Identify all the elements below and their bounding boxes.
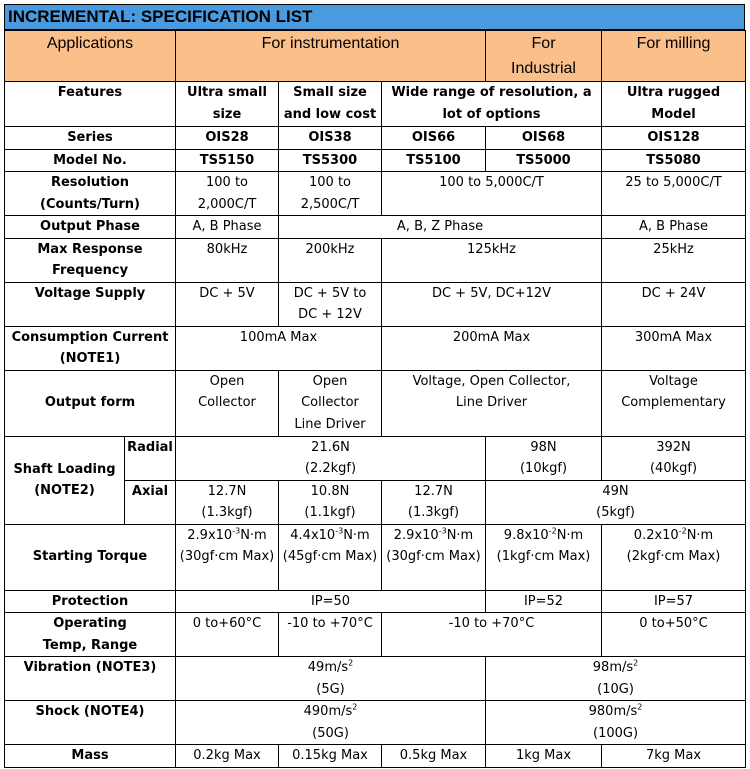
series-cell: OIS66 bbox=[382, 127, 486, 150]
resolution-col2: 100 to 2,500C/T bbox=[279, 172, 382, 216]
header-instrumentation: For instrumentation bbox=[176, 31, 486, 82]
header-row bbox=[5, 31, 746, 82]
torque-col4: $9.8x10^{-2}N\cdot m$ (1kgf·cm Max) bbox=[486, 524, 602, 590]
features-col5: Ultra rugged Model bbox=[602, 82, 746, 127]
output-phase-col5: A, B Phase bbox=[602, 216, 746, 239]
label-output-phase: Output Phase bbox=[5, 216, 176, 239]
axial-col3: 12.7N (1.3kgf) bbox=[382, 480, 486, 524]
row-shock bbox=[5, 701, 746, 745]
consumption-col5: 300mA Max bbox=[602, 326, 746, 370]
mass-cell: 0.15kg Max bbox=[279, 745, 382, 768]
voltage-col5: DC + 24V bbox=[602, 282, 746, 326]
temp-col3: -10 to +70°C bbox=[382, 613, 602, 657]
row-mass bbox=[5, 745, 746, 768]
mass-cell: 0.5kg Max bbox=[382, 745, 486, 768]
radial-col5: 392N (40kgf) bbox=[602, 436, 746, 480]
model-cell: TS5000 bbox=[486, 149, 602, 172]
voltage-col1: DC + 5V bbox=[176, 282, 279, 326]
features-col2: Small size and low cost bbox=[279, 82, 382, 127]
series-cell: OIS68 bbox=[486, 127, 602, 150]
resolution-col5: 25 to 5,000C/T bbox=[602, 172, 746, 216]
voltage-col3: DC + 5V, DC+12V bbox=[382, 282, 602, 326]
torque-col3: $2.9x10^{-3}N\cdot m$ (30gf·cm Max) bbox=[382, 524, 486, 590]
features-col3: Wide range of resolution, a lot of options bbox=[382, 82, 602, 127]
temp-col2: -10 to +70°C bbox=[279, 613, 382, 657]
features-col1: Ultra small size bbox=[176, 82, 279, 127]
row-vibration bbox=[5, 657, 746, 701]
max-response-col5: 25kHz bbox=[602, 238, 746, 282]
row-consumption bbox=[5, 326, 746, 370]
consumption-col1: 100mA Max bbox=[176, 326, 382, 370]
temp-col5: 0 to+50°C bbox=[602, 613, 746, 657]
axial-col4: 49N (5kgf) bbox=[486, 480, 746, 524]
label-voltage: Voltage Supply bbox=[5, 282, 176, 326]
voltage-col2: DC + 5V to DC + 12V bbox=[279, 282, 382, 326]
header-milling: For milling bbox=[602, 31, 746, 82]
series-cell: OIS28 bbox=[176, 127, 279, 150]
sheet-title: INCREMENTAL: SPECIFICATION LIST bbox=[4, 4, 745, 30]
label-max-response: Max Response Frequency bbox=[5, 238, 176, 282]
output-phase-col2: A, B, Z Phase bbox=[279, 216, 602, 239]
row-output-form bbox=[5, 370, 746, 436]
row-resolution bbox=[5, 172, 746, 216]
label-radial: Radial bbox=[125, 436, 176, 480]
protection-col4: IP=52 bbox=[486, 590, 602, 613]
mass-cell: 0.2kg Max bbox=[176, 745, 279, 768]
radial-col4: 98N (10kgf) bbox=[486, 436, 602, 480]
label-axial: Axial bbox=[125, 480, 176, 524]
series-cell: OIS128 bbox=[602, 127, 746, 150]
temp-col1: 0 to+60°C bbox=[176, 613, 279, 657]
label-torque: Starting Torque bbox=[5, 524, 176, 590]
label-shaft-loading: Shaft Loading (NOTE2) bbox=[5, 436, 125, 524]
max-response-col3: 125kHz bbox=[382, 238, 602, 282]
mass-cell: 1kg Max bbox=[486, 745, 602, 768]
label-protection: Protection bbox=[5, 590, 176, 613]
row-max-response bbox=[5, 238, 746, 282]
axial-col1: 12.7N (1.3kgf) bbox=[176, 480, 279, 524]
torque-col1: $2.9x10^{-3}N\cdot m$ (30gf·cm Max) bbox=[176, 524, 279, 590]
label-vibration: Vibration (NOTE3) bbox=[5, 657, 176, 701]
model-cell: TS5150 bbox=[176, 149, 279, 172]
label-shock: Shock (NOTE4) bbox=[5, 701, 176, 745]
model-cell: TS5100 bbox=[382, 149, 486, 172]
label-mass: Mass bbox=[5, 745, 176, 768]
axial-col2: 10.8N (1.1kgf) bbox=[279, 480, 382, 524]
series-cell: OIS38 bbox=[279, 127, 382, 150]
label-features: Features bbox=[5, 82, 176, 127]
row-features bbox=[5, 82, 746, 127]
label-output-form: Output form bbox=[5, 370, 176, 436]
spec-table bbox=[4, 30, 746, 768]
row-protection bbox=[5, 590, 746, 613]
output-phase-col1: A, B Phase bbox=[176, 216, 279, 239]
header-industrial: For Industrial bbox=[486, 31, 602, 82]
shock-col1: $490m/s^2$ (50G) bbox=[176, 701, 486, 745]
torque-col5: $0.2x10^{-2}N\cdot m$ (2kgf·cm Max) bbox=[602, 524, 746, 590]
resolution-col1: 100 to 2,000C/T bbox=[176, 172, 279, 216]
label-resolution: Resolution (Counts/Turn) bbox=[5, 172, 176, 216]
row-model bbox=[5, 149, 746, 172]
max-response-col1: 80kHz bbox=[176, 238, 279, 282]
vibration-col1: $49m/s^2$ (5G) bbox=[176, 657, 486, 701]
resolution-col3: 100 to 5,000C/T bbox=[382, 172, 602, 216]
consumption-col3: 200mA Max bbox=[382, 326, 602, 370]
row-series bbox=[5, 127, 746, 150]
protection-col5: IP=57 bbox=[602, 590, 746, 613]
shock-col4: $980m/s^2$ (100G) bbox=[486, 701, 746, 745]
radial-col1: 21.6N (2.2kgf) bbox=[176, 436, 486, 480]
row-temp bbox=[5, 613, 746, 657]
mass-cell: 7kg Max bbox=[602, 745, 746, 768]
header-applications: Applications bbox=[5, 31, 176, 82]
row-shaft-radial bbox=[5, 436, 746, 480]
label-model: Model No. bbox=[5, 149, 176, 172]
torque-col2: $4.4x10^{-3}N\cdot m$ (45gf·cm Max) bbox=[279, 524, 382, 590]
row-torque bbox=[5, 524, 746, 590]
model-cell: TS5080 bbox=[602, 149, 746, 172]
row-output-phase bbox=[5, 216, 746, 239]
output-form-col3: Voltage, Open Collector, Line Driver bbox=[382, 370, 602, 436]
output-form-col1: Open Collector bbox=[176, 370, 279, 436]
vibration-col4: $98m/s^2$ (10G) bbox=[486, 657, 746, 701]
row-voltage bbox=[5, 282, 746, 326]
model-cell: TS5300 bbox=[279, 149, 382, 172]
output-form-col5: Voltage Complementary bbox=[602, 370, 746, 436]
label-series: Series bbox=[5, 127, 176, 150]
output-form-col2: Open Collector Line Driver bbox=[279, 370, 382, 436]
label-temp: Operating Temp, Range bbox=[5, 613, 176, 657]
max-response-col2: 200kHz bbox=[279, 238, 382, 282]
protection-col1: IP=50 bbox=[176, 590, 486, 613]
label-consumption: Consumption Current (NOTE1) bbox=[5, 326, 176, 370]
